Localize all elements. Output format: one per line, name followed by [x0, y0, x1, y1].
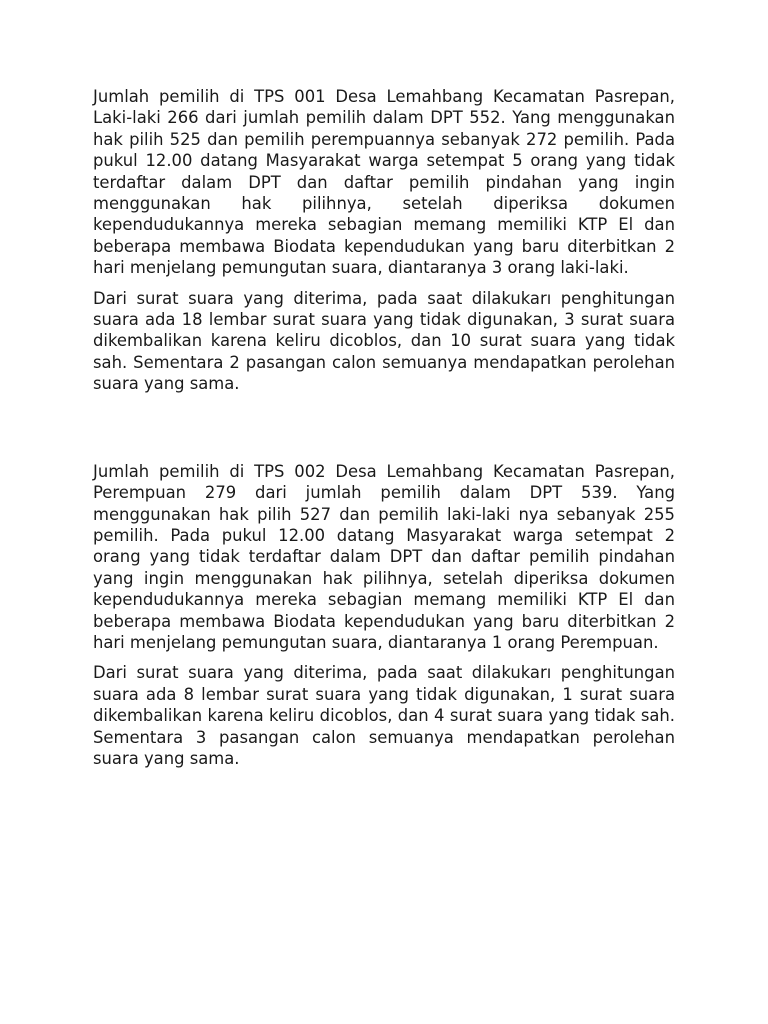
section-spacer [93, 395, 675, 461]
section-tps-001 [93, 86, 675, 395]
paragraph-tps-001-voters: Jumlah pemilih di TPS 001 Desa Lemahbang Kecamatan Pasrepan, Laki-laki 266 dari jumlah pemilih dalam DPT 552. Yang menggunakan hak pilih 525 dan pemilih perempuannya sebanyak 272 pemilih. Pada pukul 12.00 datang Masyarakat warga setempat 5 orang yang tidak terdaftar dalam DPT dan daftar pemilih pindahan yang ingin menggunakan hak pilihnya, setelah diperiksa dokumen kependudukannya mereka sebagian memang memiliki KTP El dan beberapa membawa Biodata kependudukan yang baru diterbitkan 2 hari menjelang pemungutan suara, diantaranya 3 orang laki-laki. [93, 87, 675, 278]
paragraph-tps-002-voters: Jumlah pemilih di TPS 002 Desa Lemahbang Kecamatan Pasrepan, Perempuan 279 dari jumlah pemilih dalam DPT 539. Yang menggunakan hak pilih 527 dan pemilih laki-laki nya sebanyak 255 pemilih. Pada pukul 12.00 datang Masyarakat warga setempat 2 orang yang tidak terdaftar dalam DPT dan daftar pemilih pindahan yang ingin menggunakan hak pilihnya, setelah diperiksa dokumen kependudukannya mereka sebagian memang memiliki KTP El dan beberapa membawa Biodata kependudukan yang baru diterbitkan 2 hari menjelang pemungutan suara, diantaranya 1 orang Perempuan. [93, 461, 675, 652]
paragraph-tps-001-ballots: Dari surat suara yang diterima, pada saat dilakukarı penghitungan suara ada 18 lembar surat suara yang tidak digunakan, 3 surat suara dikembalikan karena keliru dicoblos, dan 10 surat suara yang tidak sah. Sementara 2 pasangan calon semuanya mendapatkan perolehan suara yang sama. [93, 288, 675, 394]
paragraph-spacer [93, 653, 675, 662]
paragraph-spacer [93, 279, 675, 288]
section-tps-002 [93, 461, 675, 770]
document-page [93, 86, 675, 769]
paragraph-tps-002-ballots: Dari surat suara yang diterima, pada saat dilakukarı penghitungan suara ada 8 lembar surat suara yang tidak digunakan, 1 surat suara dikembalikan karena keliru dicoblos, dan 4 surat suara yang tidak sah. Sementara 3 pasangan calon semuanya mendapatkan perolehan suara yang sama. [93, 663, 675, 768]
